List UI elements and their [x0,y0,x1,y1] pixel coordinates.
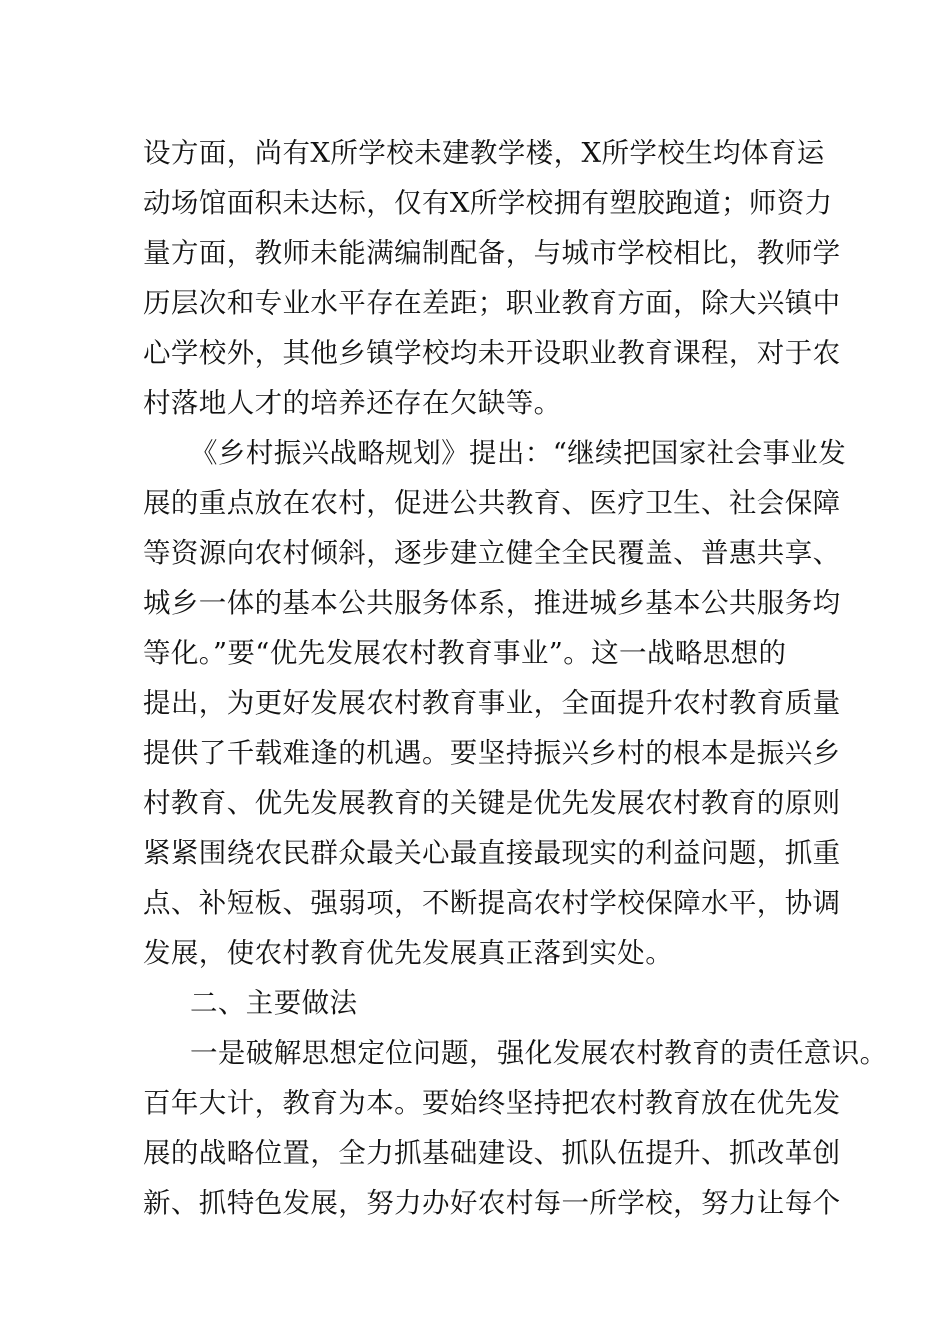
text-line: 展的重点放在农村，促进公共教育、医疗卫生、社会保障 [143,487,841,519]
text-line: 等化。”要“优先发展农村教育事业”。这一战略思想的 [143,637,787,669]
text-line: 新、抓特色发展，努力办好农村每一所学校，努力让每个 [143,1187,841,1219]
text-line: 村落地人才的培养还存在欠缺等。 [143,387,562,419]
text-line: 设方面，尚有X所学校未建教学楼，X所学校生均体育运 [143,137,825,169]
paragraph-start-line: 《乡村振兴战略规划》提出：“继续把国家社会事业发 [190,437,847,469]
text-line: 量方面，教师未能满编制配备，与城市学校相比，教师学 [143,237,841,269]
text-line: 点、补短板、强弱项，不断提高农村学校保障水平，协调 [143,887,841,919]
text-line: 紧紧围绕农民群众最关心最直接最现实的利益问题，抓重 [143,837,841,869]
text-line: 提出，为更好发展农村教育事业，全面提升农村教育质量 [143,687,841,719]
text-line: 百年大计，教育为本。要始终坚持把农村教育放在优先发 [143,1087,841,1119]
text-line: 城乡一体的基本公共服务体系，推进城乡基本公共服务均 [143,587,841,619]
text-line: 等资源向农村倾斜，逐步建立健全全民覆盖、普惠共享、 [143,537,841,569]
text-line: 展的战略位置，全力抓基础建设、抓队伍提升、抓改革创 [143,1137,841,1169]
section-heading: 二、主要做法 [190,987,358,1019]
text-line: 村教育、优先发展教育的关键是优先发展农村教育的原则 [143,787,841,819]
text-line: 心学校外，其他乡镇学校均未开设职业教育课程，对于农 [143,337,841,369]
text-line: 历层次和专业水平存在差距；职业教育方面，除大兴镇中 [143,287,841,319]
text-line: 提供了千载难逢的机遇。要坚持振兴乡村的根本是振兴乡 [143,737,841,769]
paragraph-start-line: 一是破解思想定位问题，强化发展农村教育的责任意识。 [190,1037,888,1069]
text-line: 发展，使农村教育优先发展真正落到实处。 [143,937,674,969]
text-line: 动场馆面积未达标，仅有X所学校拥有塑胶跑道；师资力 [143,187,833,219]
